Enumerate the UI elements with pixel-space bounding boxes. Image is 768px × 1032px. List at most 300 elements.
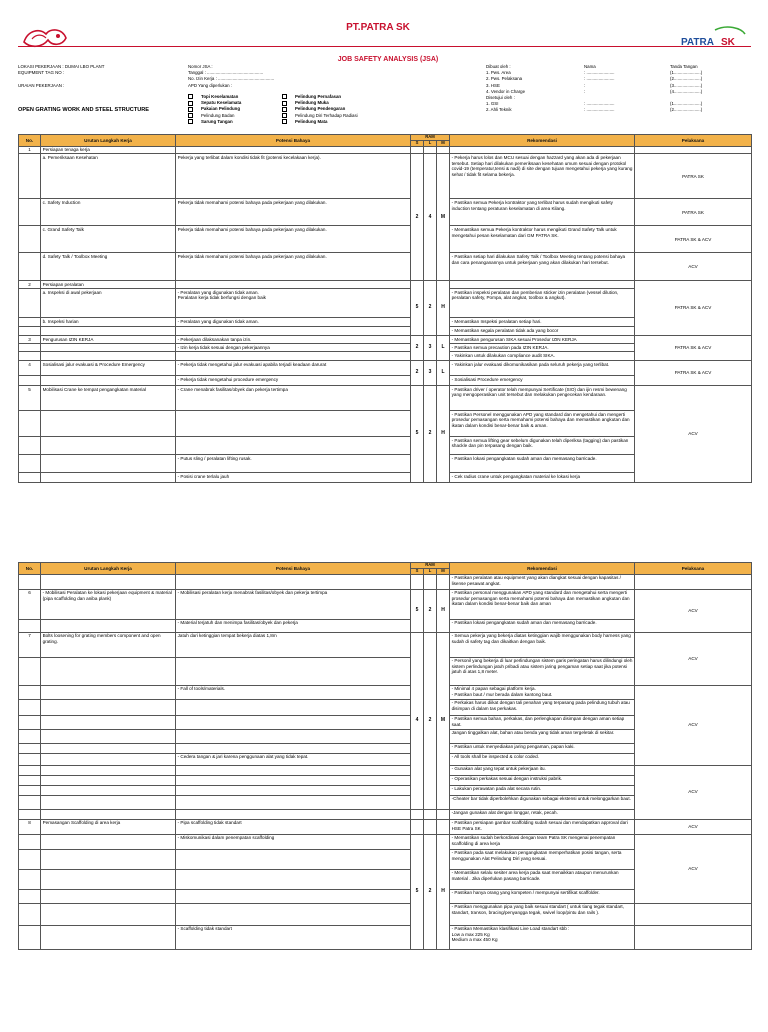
row-number bbox=[19, 376, 41, 386]
col-ram: RAM bbox=[411, 135, 450, 141]
col-recommendation: Rekomendasi bbox=[450, 563, 635, 575]
hazard-cell bbox=[176, 281, 411, 289]
step-cell bbox=[41, 619, 176, 632]
row-number: 6 bbox=[19, 589, 41, 619]
recommendation-cell: - Memastikan selalu sesiter area kerja pada saat menaikkan ataupun menurunkan material . Jika diperlukan pasang barricade. bbox=[450, 869, 635, 889]
ram-l-empty bbox=[424, 146, 437, 154]
meta-line: : ....................... bbox=[584, 70, 615, 76]
table-row bbox=[19, 589, 752, 619]
executor-empty bbox=[635, 903, 752, 925]
table-row bbox=[19, 336, 752, 344]
row-number bbox=[19, 775, 41, 785]
checkbox-icon bbox=[188, 119, 193, 124]
ram-l: 2 bbox=[424, 632, 437, 809]
apd-checklist bbox=[188, 94, 376, 125]
recommendation-cell: - Pastikan menggunakan pipa yang baik sesuai standart ( untuk tiang tegak standart, standart, transon, bracing/penyangga tegak, swivel loop/pintu dan rails ). bbox=[450, 903, 635, 925]
row-number bbox=[19, 199, 41, 226]
step-cell bbox=[41, 473, 176, 483]
meta-right-signatures bbox=[670, 64, 702, 114]
recommendation-cell bbox=[450, 281, 635, 289]
col-ram-s: S bbox=[411, 569, 424, 575]
table-row bbox=[19, 361, 752, 376]
ram-m: H bbox=[437, 281, 450, 336]
executor-empty bbox=[635, 146, 752, 154]
ram-l: 2 bbox=[424, 834, 437, 949]
step-cell bbox=[41, 785, 176, 795]
row-number bbox=[19, 889, 41, 903]
header-row bbox=[19, 135, 752, 141]
step-cell bbox=[41, 795, 176, 809]
meta-line: (3......................) bbox=[670, 82, 703, 88]
col-ram: RAM bbox=[411, 563, 450, 569]
hazard-cell: Pekerja tidak memahami potensi bahaya pada pekerjaan yang dilakukan. bbox=[176, 253, 411, 281]
recommendation-cell: - Memastikan semua Pekerja kontraktor harus mengikuti Grand Safety Talk untuk mengetahui pesan keselamatan dari GM PATRA SK. bbox=[450, 226, 635, 253]
recommendation-cell: - Pastikan personal menggunakan APD yang standard dan mengetahui serta mengerti prosedur pemasangan serta memahami potensi bahaya dan memastikan angkutan dan ikatan dalam kondisi benar-benar baik dan aman bbox=[450, 589, 635, 619]
meta-line: (1......................) bbox=[670, 101, 703, 107]
step-cell: Mobilisasi Crane ke tempat pengangkatan material bbox=[41, 386, 176, 411]
step-cell bbox=[41, 344, 176, 352]
ram-s: 5 bbox=[411, 834, 424, 949]
recommendation-cell: - Pastikan semua bahan, perkakas, dan perlengkapan disimpan dengan aman setiap saat. bbox=[450, 715, 635, 729]
executor-cell: PATRA SK & ACV bbox=[635, 336, 752, 361]
table-row bbox=[19, 574, 752, 589]
hazard-cell bbox=[176, 869, 411, 889]
recommendation-cell bbox=[450, 146, 635, 154]
step-cell bbox=[41, 729, 176, 743]
row-number bbox=[19, 344, 41, 352]
company-name: PT.PATRA SK bbox=[346, 22, 410, 33]
col-ram-s: S bbox=[411, 141, 424, 147]
row-number bbox=[19, 715, 41, 729]
row-number bbox=[19, 327, 41, 336]
row-number bbox=[19, 253, 41, 281]
recommendation-cell: - Pastikan untuk menyediakan jaring pengaman, papan kaki. bbox=[450, 743, 635, 753]
meta-line: : bbox=[584, 82, 586, 88]
hazard-cell: - Pipa scaffolding tidak standart bbox=[176, 819, 411, 834]
hazard-cell bbox=[176, 574, 411, 589]
hazard-cell bbox=[176, 715, 411, 729]
recommendation-cell: - Pastikan peralatan atau equipment yang akan diangkat sesuai dengan kapasitas / lisense pesawat angkat. bbox=[450, 574, 635, 589]
executor-cell: PATRA SK bbox=[635, 154, 752, 199]
hazard-cell: - Mobilisasi peralatan kerja menabrak fasilitas/obyek dan pekerja tertimpa bbox=[176, 589, 411, 619]
step-cell: c. Grand Safety Talk bbox=[41, 226, 176, 253]
row-number bbox=[19, 834, 41, 849]
col-executor: Pelaksana bbox=[635, 563, 752, 575]
step-cell bbox=[41, 765, 176, 775]
row-number bbox=[19, 473, 41, 483]
hazard-cell bbox=[176, 903, 411, 925]
hazard-cell: - Pekerja tidak mengetahui procedure emergency bbox=[176, 376, 411, 386]
meta-line: Tanggal : .............................................. bbox=[188, 70, 264, 76]
table-row bbox=[19, 199, 752, 226]
step-cell: d. Safety Talk / Toolbox Meeting bbox=[41, 253, 176, 281]
step-cell: Persiapan tenaga kerja bbox=[41, 146, 176, 154]
header-row bbox=[19, 563, 752, 569]
meta-line: : ....................... bbox=[584, 107, 615, 113]
hazard-cell: - Crane menabrak fasilitas/obyek dan pekerja tertimpa bbox=[176, 386, 411, 411]
checkbox-icon bbox=[188, 113, 193, 118]
row-number: 4 bbox=[19, 361, 41, 376]
row-number bbox=[19, 765, 41, 775]
hazard-cell: - Pekerja tidak mengetahui jalur evakuasi apabila terjadi keadaan darurat bbox=[176, 361, 411, 376]
ram-m-empty bbox=[437, 574, 450, 589]
checkbox-icon bbox=[282, 101, 287, 106]
step-cell bbox=[41, 775, 176, 785]
step-cell bbox=[41, 849, 176, 869]
row-number bbox=[19, 289, 41, 318]
table-row bbox=[19, 685, 752, 699]
row-number bbox=[19, 925, 41, 949]
ram-l-empty bbox=[424, 819, 437, 834]
step-cell bbox=[41, 437, 176, 455]
apd-label: Pelindung Pendengaran bbox=[295, 106, 346, 112]
ram-s: 5 bbox=[411, 281, 424, 336]
apd-row bbox=[188, 119, 376, 125]
step-cell: - Mobilisasi Peralatan ke lokasi pekerjaan equipment & material (pipa scaffolding dan aniba plank) bbox=[41, 589, 176, 619]
logo-text-sk: SK bbox=[721, 37, 735, 48]
ram-l-empty bbox=[424, 574, 437, 589]
jsa-table-2 bbox=[18, 562, 752, 950]
document-title: JOB SAFETY ANALYSIS (JSA) bbox=[337, 56, 439, 63]
hazard-cell: - Scaffolding tidak standart bbox=[176, 925, 411, 949]
executor-cell: PATRA SK & ACV bbox=[635, 361, 752, 386]
ram-s: 2 bbox=[411, 336, 424, 361]
hazard-cell bbox=[176, 411, 411, 437]
recommendation-cell: - Pastikan lokasi pengangkatan sudah aman dan memasang barricade. bbox=[450, 619, 635, 632]
row-number: 5 bbox=[19, 386, 41, 411]
col-hazard: Potensi Bahaya bbox=[176, 563, 411, 575]
recommendation-cell: - Memastikan segala peralatan tidak ada yang bocor bbox=[450, 327, 635, 336]
recommendation-cell: - Pastikan hanya orang yang kompeten / mempunyai sertifikat scaffolder. bbox=[450, 889, 635, 903]
meta-line: 2. Ahli Teknik bbox=[486, 107, 512, 113]
recommendation-cell: - Pastikan setiap hari dilakukan Safety Talk / Toolbox Meeting tentang potensi bahaya dan cara penanganannya untuk pekerjaan yang akan dilakukan hari tersebut. bbox=[450, 253, 635, 281]
row-number bbox=[19, 226, 41, 253]
step-cell: Bolts loosening for grating members component and open grating. bbox=[41, 632, 176, 657]
hazard-cell bbox=[176, 327, 411, 336]
apd-label: Pelindung Muka bbox=[295, 100, 329, 106]
col-recommendation: Rekomendasi bbox=[450, 135, 635, 147]
ram-l: 3 bbox=[424, 361, 437, 386]
meta-right-labels bbox=[486, 64, 525, 114]
meta-mid-block bbox=[188, 64, 274, 89]
recommendation-cell: - All tools shall be inspected & color coded. bbox=[450, 753, 635, 765]
row-number bbox=[19, 437, 41, 455]
step-cell bbox=[41, 869, 176, 889]
recommendation-cell: - Personil yang bekerja di luar perlindungan sistem garis peringatan harus dilindungi oleh sistem perlindungan jatuh pribadi atau sistem jaring pengaman setiap saat jika potensi jatuh di atas 1,8 meter. bbox=[450, 657, 635, 685]
company-logo-left bbox=[18, 22, 70, 52]
table-row bbox=[19, 253, 752, 281]
meta-line: Dibuat oleh : bbox=[486, 64, 511, 69]
row-number: 8 bbox=[19, 819, 41, 834]
row-number bbox=[19, 903, 41, 925]
ram-l: 2 bbox=[424, 386, 437, 483]
ram-l: 3 bbox=[424, 336, 437, 361]
step-cell bbox=[41, 574, 176, 589]
checkbox-icon bbox=[282, 107, 287, 112]
ram-m: L bbox=[437, 336, 450, 361]
ram-s-empty bbox=[411, 819, 424, 834]
recommendation-cell: - Pastikan persiapan gambar scaffolding sudah sesuai dan mendapatkan approval dari HSE Patra SK. bbox=[450, 819, 635, 834]
row-number bbox=[19, 785, 41, 795]
meta-line: : bbox=[584, 88, 586, 94]
hazard-cell: - Putus sling / peralatan lifting rusak. bbox=[176, 455, 411, 473]
row-number: 3 bbox=[19, 336, 41, 344]
recommendation-cell: - Perkakas harus diikat dengan tali penahan yang terpasang pada pelindung tubuh atau disimpan di dalam tas perkakas. bbox=[450, 699, 635, 715]
step-cell: a. Inspeksi di awal pekerjaan bbox=[41, 289, 176, 318]
table-row bbox=[19, 154, 752, 199]
ram-s-empty bbox=[411, 809, 424, 819]
apd-item bbox=[282, 119, 376, 125]
meta-line: : ....................... bbox=[584, 76, 615, 82]
hazard-cell bbox=[176, 146, 411, 154]
row-number: 1 bbox=[19, 146, 41, 154]
hazard-cell bbox=[176, 765, 411, 775]
hazard-cell: Jatuh dari ketinggian tempat bekerja diatas 1,8m bbox=[176, 632, 411, 657]
table-row bbox=[19, 819, 752, 834]
step-cell: c. Safety Induction bbox=[41, 199, 176, 226]
executor-cell: ACV bbox=[635, 819, 752, 834]
row-number bbox=[19, 318, 41, 327]
hazard-cell bbox=[176, 809, 411, 819]
table-row bbox=[19, 226, 752, 253]
meta-line: LOKASI PEKERJAAN : DUMAI LBO PLANT bbox=[18, 64, 105, 69]
step-cell bbox=[41, 889, 176, 903]
hazard-cell bbox=[176, 699, 411, 715]
row-number bbox=[19, 657, 41, 685]
recommendation-cell: -Jangan gunakan alat dengan longgar, retak, pecah. bbox=[450, 809, 635, 819]
ram-s: 2 bbox=[411, 154, 424, 281]
step-cell bbox=[41, 743, 176, 753]
step-cell: a. Pemeriksaan Kesehatan bbox=[41, 154, 176, 199]
table-row bbox=[19, 146, 752, 154]
meta-line: (2......................) bbox=[670, 76, 703, 82]
meta-line: (4......................) bbox=[670, 88, 703, 94]
checkbox-icon bbox=[282, 119, 287, 124]
meta-line: Tanda Tangan bbox=[670, 64, 698, 69]
ram-m-empty bbox=[437, 809, 450, 819]
hazard-cell: - Posisi crane terlalu jauh bbox=[176, 473, 411, 483]
row-number bbox=[19, 809, 41, 819]
apd-label: Sarung Tangan bbox=[201, 118, 233, 124]
row-number bbox=[19, 619, 41, 632]
hazard-cell: - Peralatan yang digunakan tidak aman. Peralatan kerja tidak berfungsi dengan baik bbox=[176, 289, 411, 318]
hazard-cell bbox=[176, 775, 411, 785]
row-number bbox=[19, 685, 41, 699]
recommendation-cell: - Lakukan perawatan pada alat secara rutin. bbox=[450, 785, 635, 795]
recommendation-cell: - Yakinkan untuk dilakukan compliance audit SIKA. bbox=[450, 352, 635, 361]
checkbox-icon bbox=[282, 94, 287, 99]
table-row bbox=[19, 834, 752, 849]
col-ram-m: M bbox=[437, 569, 450, 575]
ram-l: 2 bbox=[424, 281, 437, 336]
hazard-cell bbox=[176, 889, 411, 903]
recommendation-cell: - Pastikan driver / operator telah mempunyai Sertificate (SIO) dan ijin resmi bewenang yang mengoperasikan unit tersebut dan melakukan pengecekan kendaraan. bbox=[450, 386, 635, 411]
step-cell bbox=[41, 657, 176, 685]
row-number bbox=[19, 352, 41, 361]
meta-line: (1......................) bbox=[670, 70, 703, 76]
step-cell bbox=[41, 411, 176, 437]
ram-l: 4 bbox=[424, 154, 437, 281]
meta-left-block bbox=[18, 64, 104, 89]
step-cell bbox=[41, 699, 176, 715]
step-cell: Sosialisasi jalur evakuasi & Procedure Emergency bbox=[41, 361, 176, 376]
step-cell bbox=[41, 809, 176, 819]
col-no: No. bbox=[19, 135, 41, 147]
recommendation-cell: - Pastikan semua precaution pada IZIN KERJA. bbox=[450, 344, 635, 352]
ram-l-empty bbox=[424, 809, 437, 819]
ram-m: H bbox=[437, 386, 450, 483]
apd-label: Pelindung Diri Terhadap Radiasi bbox=[295, 112, 358, 118]
meta-line: Nama bbox=[584, 64, 596, 69]
step-cell: b. Inspeksi harian bbox=[41, 318, 176, 327]
meta-line: 2. Pws. Pelaksana bbox=[486, 76, 523, 82]
ram-s: 5 bbox=[411, 386, 424, 483]
row-number: 7 bbox=[19, 632, 41, 657]
hazard-cell bbox=[176, 743, 411, 753]
recommendation-cell: - Memastikan pengurusan SIKA sesuai Prosedur IZIN KERJA bbox=[450, 336, 635, 344]
table-row bbox=[19, 765, 752, 775]
executor-cell: PATRA SK bbox=[635, 199, 752, 226]
meta-line: Disetujui oleh : bbox=[486, 95, 515, 101]
meta-line: 4. Vendor in Charge bbox=[486, 88, 526, 94]
logo-text-patra: PATRA bbox=[681, 37, 714, 48]
meta-right-names bbox=[584, 64, 615, 114]
checkbox-icon bbox=[282, 113, 287, 118]
ram-m: H bbox=[437, 834, 450, 949]
step-cell bbox=[41, 685, 176, 699]
executor-cell: ACV bbox=[635, 834, 752, 903]
ram-m-empty bbox=[437, 819, 450, 834]
hazard-cell bbox=[176, 437, 411, 455]
table-row bbox=[19, 903, 752, 925]
recommendation-cell: - Gunakan alat yang tepat untuk pekerjaan itu. bbox=[450, 765, 635, 775]
hazard-cell bbox=[176, 849, 411, 869]
hazard-cell bbox=[176, 795, 411, 809]
step-cell bbox=[41, 352, 176, 361]
recommendation-cell: - Sosialisasi Procedure emergency bbox=[450, 376, 635, 386]
row-number bbox=[19, 743, 41, 753]
step-cell bbox=[41, 455, 176, 473]
executor-cell: ACV bbox=[635, 765, 752, 819]
apd-label: Pakaian Pelindung bbox=[201, 106, 241, 112]
ram-m-empty bbox=[437, 146, 450, 154]
hazard-cell: - Peralatan yang digunakan tidak aman. bbox=[176, 318, 411, 327]
recommendation-cell: - Minimal 4 papan sebagai platform kerja. - Pastikan baut / mur berada dalam kantong baut. bbox=[450, 685, 635, 699]
col-no: No. bbox=[19, 563, 41, 575]
recommendation-cell: - Memastikan Inspeksi peralatan setiap hari. bbox=[450, 318, 635, 327]
checkbox-icon bbox=[188, 101, 193, 106]
step-cell bbox=[41, 376, 176, 386]
ram-s: 4 bbox=[411, 632, 424, 809]
col-hazard: Potensi Bahaya bbox=[176, 135, 411, 147]
step-cell bbox=[41, 753, 176, 765]
ram-m: M bbox=[437, 632, 450, 809]
ram-s-empty bbox=[411, 146, 424, 154]
ram-m: H bbox=[437, 589, 450, 632]
meta-line: (2......................) bbox=[670, 107, 703, 113]
table-row bbox=[19, 632, 752, 657]
apd-label: Pelindung Pernafasan bbox=[295, 94, 342, 99]
meta-line: EQUIPMENT TAG NO : bbox=[18, 70, 65, 76]
meta-line: Nomor JSA : bbox=[188, 64, 213, 69]
meta-line: 1. Pws. Area bbox=[486, 70, 511, 76]
hazard-cell: Pekerja yang terlibat dalam kondisi tidak fit (potensi kecelakaan kerja). bbox=[176, 154, 411, 199]
jsa-page-1 bbox=[18, 20, 751, 518]
table-row bbox=[19, 925, 752, 949]
step-cell bbox=[41, 903, 176, 925]
hazard-cell: - Izin kerja tidak sesuai dengan pekerjaannya bbox=[176, 344, 411, 352]
step-cell bbox=[41, 715, 176, 729]
executor-cell: PATRA SK & ACV bbox=[635, 226, 752, 253]
executor-cell: ACV bbox=[635, 386, 752, 483]
recommendation-cell: - Pastikan semua lifting gear sebelum digunakan telah diperiksa (tagging) dan pastikan shackle dan pin terpasang dengan baik. bbox=[450, 437, 635, 455]
hazard-cell bbox=[176, 352, 411, 361]
recommendation-cell: - Pastikan semua Pekerja kontraktor yang terlibat harus sudah mengikuti safety induction tentang peraturan keselamatan di area Kilang. bbox=[450, 199, 635, 226]
col-ram-m: M bbox=[437, 141, 450, 147]
executor-cell: ACV bbox=[635, 253, 752, 281]
row-number bbox=[19, 574, 41, 589]
recommendation-cell: - Pekerja harus lolos dan MCU sesuai dengan hazzard yang akan ada di pekerjaan tersebut. Setiap hari dilakukan pemeriksaan kesehatan umum sesuai dengan protokol covid-19 (temperatur,tensi & nadi) di site dengan tujuan mengetahui pekerja yang kurang sehat / tidak fit selama bekerja. bbox=[450, 154, 635, 199]
recommendation-cell: - Operasikan perkakas sesuai dengan instruksi pabrik. bbox=[450, 775, 635, 785]
recommendation-cell: - Pastikan Personel menggunakan APD yang standard dan mengetahui dan mengerti prosedur pemasangan serta memahami potensi bahaya dan memastikan angkutan dan ikatan dalam kondisi benar-benar baik & aman. bbox=[450, 411, 635, 437]
ram-m: M bbox=[437, 154, 450, 281]
row-number bbox=[19, 869, 41, 889]
table-row bbox=[19, 386, 752, 411]
hazard-cell: Pekerja tidak memahami potensi bahaya pada pekerjaan yang dilakukan. bbox=[176, 199, 411, 226]
executor-empty bbox=[635, 925, 752, 949]
step-cell: Pengurusan IZIN KERJA bbox=[41, 336, 176, 344]
jsa-page-2 bbox=[18, 562, 751, 1032]
executor-cell: ACV bbox=[635, 632, 752, 685]
job-subject: OPEN GRATING WORK AND STEEL STRUCTURE bbox=[18, 107, 150, 113]
row-number bbox=[19, 455, 41, 473]
hazard-cell: - Material terjatuh dan menimpa fasilitas/obyek dan pekerja bbox=[176, 619, 411, 632]
meta-line: URAIAN PEKERJAAN : bbox=[18, 82, 65, 88]
checkbox-icon bbox=[188, 94, 193, 99]
jsa-table-1 bbox=[18, 134, 752, 483]
hazard-cell: - Pekerjaan dilaksanakan tanpa izin. bbox=[176, 336, 411, 344]
step-cell bbox=[41, 327, 176, 336]
recommendation-cell: - Semua pekerja yang bekerja diatas ketinggian wajib menggunakan body harness yang sudah di safety tag dan dikaitkan dengan baik. bbox=[450, 632, 635, 657]
row-number bbox=[19, 729, 41, 743]
meta-line: 3. HSE bbox=[486, 82, 500, 88]
ram-m: L bbox=[437, 361, 450, 386]
recommendation-cell: Jangan tinggalkan alat, bahan atau benda yang tidak aman tergeletak di sekitar. bbox=[450, 729, 635, 743]
hazard-cell: - Cedera tangan & jari karena penggunaan alat yang tidak tepat. bbox=[176, 753, 411, 765]
col-ram-l: L bbox=[424, 569, 437, 575]
recommendation-cell: -Cheater bar tidak diperbolehkan digunakan sebagai ekstensi untuk melonggarkan baut. bbox=[450, 795, 635, 809]
ram-s: 5 bbox=[411, 589, 424, 632]
ram-l: 2 bbox=[424, 589, 437, 632]
recommendation-cell: - Pastikan Memastikan klasifikasi Live Load standart sbb : Low a max 225 Kg Medium a max 450 Kg bbox=[450, 925, 635, 949]
apd-label: Topi Keselamatan bbox=[201, 94, 239, 99]
step-cell bbox=[41, 834, 176, 849]
row-number bbox=[19, 795, 41, 809]
row-number bbox=[19, 849, 41, 869]
meta-line: 1. GSI bbox=[486, 101, 499, 107]
recommendation-cell: - Yakinkan jalur evakuasi dikomunikasikan pada seluruh pekerja yang terlibat. bbox=[450, 361, 635, 376]
meta-line: No. Izin Kerja : .............................................. bbox=[188, 76, 275, 82]
executor-cell: ACV bbox=[635, 589, 752, 632]
apd-label: Pelindung Mata bbox=[295, 118, 328, 124]
recommendation-cell: - Cek radius crane untuk pengangkatan material ke lokasi kerja bbox=[450, 473, 635, 483]
recommendation-cell: - Memastikan sudah berkordinasi dengan team Patra SK mengenai penempatan scaffolding di area kerja bbox=[450, 834, 635, 849]
meta-line: APD Yang diperlukan : bbox=[188, 82, 233, 88]
row-number bbox=[19, 753, 41, 765]
ram-s-empty bbox=[411, 574, 424, 589]
apd-item bbox=[188, 119, 282, 125]
apd-label: Sepatu Keselamata bbox=[201, 100, 242, 106]
